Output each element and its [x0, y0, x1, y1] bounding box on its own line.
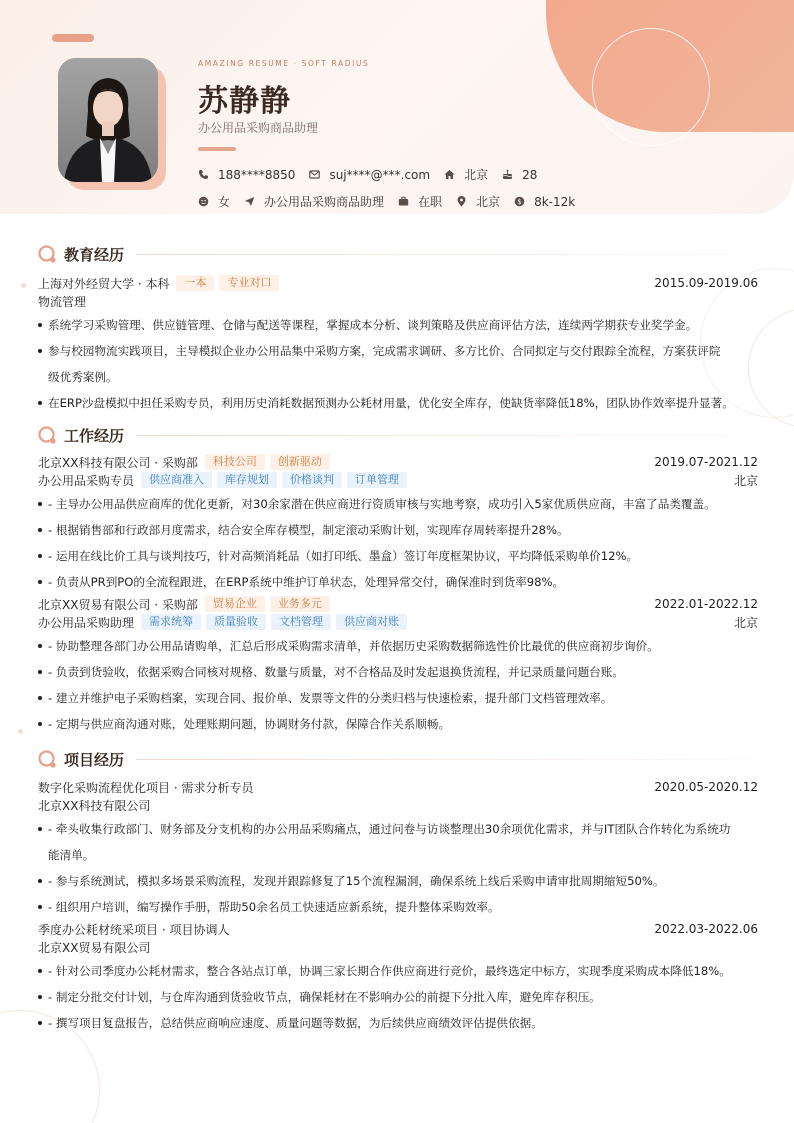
list-item: - 参与系统测试，模拟多场景采购流程，发现并跟踪修复了15个流程漏洞，确保系统上线后采购申请审批周期缩短50%。 [38, 868, 758, 894]
list-item: 在ERP沙盘模拟中担任采购专员，利用历史消耗数据预测办公耗材用量，优化安全库存，使缺货率降低18%，团队协作效率提升显著。 [38, 390, 758, 416]
contact-row [198, 166, 551, 183]
status-text: 在职 [418, 195, 443, 209]
info-phone [198, 168, 295, 182]
project-org: 北京XX贸易有限公司 [38, 940, 151, 955]
tag: 需求统筹 [141, 614, 201, 630]
section-divider [136, 435, 758, 436]
mail-icon [309, 169, 320, 180]
list-item: - 建立并维护电子采购档案，实现合同、报价单、发票等文件的分类归档与快速检索，提升部门文档管理效率。 [38, 685, 758, 711]
tag: 业务多元 [270, 596, 330, 612]
job-date: 2019.07-2021.12 [654, 455, 758, 469]
education-entry-header [38, 274, 758, 292]
list-item: - 负责从PR到PO的全流程跟进，在ERP系统中维护订单状态，处理异常交付，确保准时到货率98%。 [38, 569, 758, 595]
list-item [38, 338, 758, 390]
section-title: 项目经历 [64, 750, 125, 769]
section-divider [136, 759, 758, 760]
decorative-dot [21, 283, 26, 288]
info-target-job [244, 193, 384, 210]
tag: 专业对口 [219, 275, 279, 291]
info-salary [514, 195, 575, 209]
list-item: - 制定分批交付计划，与仓库沟通到货验收节点，确保耗材在不影响办公的前提下分批入库，避免库存积压。 [38, 984, 758, 1010]
project-name: 数字化采购流程优化项目 · 需求分析专员 [38, 780, 254, 795]
work-section [38, 425, 758, 737]
project-bullets [38, 816, 758, 920]
info-email [309, 168, 430, 182]
list-item: - 运用在线比价工具与谈判技巧，针对高频消耗品（如打印纸、墨盒）签订年度框架协议，平均降低采购单价12%。 [38, 543, 758, 569]
section-title: 工作经历 [64, 426, 125, 445]
tag: 订单管理 [347, 472, 407, 488]
svg-text:$: $ [517, 198, 522, 206]
tag: 供应商准入 [141, 472, 212, 488]
decorative-dot [18, 729, 23, 734]
candidate-role: 办公用品采购商品助理 [198, 121, 319, 135]
info-city [444, 166, 488, 183]
info-location [456, 193, 500, 210]
project-date: 2020.05-2020.12 [654, 780, 758, 794]
home-icon [444, 169, 455, 180]
salary-text: 8k-12k [534, 194, 576, 209]
list-item: 系统学习采购管理、供应链管理、仓储与配送等课程，掌握成本分析、谈判策略及供应商评估方法，连续两学期获专业奖学金。 [38, 312, 758, 338]
list-item-text: 级优秀案例。 [48, 370, 118, 384]
list-item: - 定期与供应商沟通对账，处理账期问题，协调财务付款，保障合作关系顺畅。 [38, 711, 758, 737]
email-text: suj****@***.com [329, 167, 431, 182]
profile-row [198, 193, 589, 210]
cake-icon [502, 169, 513, 180]
job-bullets [38, 491, 758, 595]
list-item-text: - 牵头收集行政部门、财务部及分支机构的办公用品采购痛点，通过问卷与访谈整理出30余项优化需求，并与IT团队合作转化为系统功 [48, 822, 731, 836]
section-divider [136, 254, 758, 255]
project-bullets [38, 958, 758, 1036]
position-line [38, 471, 758, 489]
tag: 供应商对账 [336, 614, 407, 630]
location-icon [456, 196, 467, 207]
candidate-name: 苏静静 [198, 84, 291, 119]
age-text: 28 [522, 167, 538, 182]
major-line [38, 292, 758, 310]
project-header [38, 920, 758, 938]
job-header [38, 453, 758, 471]
section-header [38, 244, 758, 264]
tag: 质量验收 [206, 614, 266, 630]
job-city: 北京 [733, 615, 758, 630]
list-item: - 撰写项目复盘报告，总结供应商响应速度、质量问题等数据，为后续供应商绩效评估提供依据。 [38, 1010, 758, 1036]
job-header [38, 595, 758, 613]
info-status [398, 193, 442, 210]
job-city: 北京 [733, 473, 758, 488]
list-item-text: 参与校园物流实践项目，主导模拟企业办公用品集中采购方案，完成需求调研、多方比价、合同拟定与交付跟踪全流程，方案获评院 [48, 344, 721, 358]
phone-icon [198, 169, 209, 180]
tag: 文档管理 [271, 614, 331, 630]
section-icon [38, 426, 56, 444]
project-org-line [38, 938, 758, 956]
info-gender [198, 193, 230, 210]
list-item-text: 能清单。 [48, 848, 95, 862]
list-item: - 组织用户培训，编写操作手册，帮助50余名员工快速适应新系统，提升整体采购效率。 [38, 894, 758, 920]
resume-header [0, 0, 794, 214]
tag: 一本 [176, 275, 214, 291]
position: 办公用品采购助理 [38, 615, 135, 630]
section-title: 教育经历 [64, 245, 125, 264]
tag: 贸易企业 [205, 596, 265, 612]
project-date: 2022.03-2022.06 [654, 922, 758, 936]
list-item [38, 816, 758, 868]
target-job-text: 办公用品采购商品助理 [264, 195, 385, 209]
gender-icon [198, 196, 209, 207]
education-section [38, 244, 758, 416]
city-text: 北京 [464, 168, 489, 182]
tag: 价格谈判 [282, 472, 342, 488]
salary-icon [514, 196, 525, 207]
job-bullets [38, 633, 758, 737]
tag: 科技公司 [205, 454, 265, 470]
send-icon [244, 196, 255, 207]
company-name: 北京XX科技有限公司 · 采购部 [38, 455, 198, 470]
phone-text: 188****8850 [218, 167, 296, 182]
location-text: 北京 [476, 195, 501, 209]
major: 物流管理 [38, 294, 87, 309]
section-icon [38, 245, 56, 263]
accent-bar [52, 34, 94, 42]
section-header [38, 425, 758, 445]
school-name: 上海对外经贸大学 · 本科 [38, 276, 170, 291]
info-age [502, 168, 537, 182]
position: 办公用品采购专员 [38, 473, 135, 488]
section-header [38, 749, 758, 769]
list-item: - 针对公司季度办公耗材需求，整合各站点订单，协调三家长期合作供应商进行竞价，最终选定中标方，实现季度采购成本降低18%。 [38, 958, 758, 984]
resume-tagline: AMAZING RESUME · SOFT RADIUS [198, 59, 370, 68]
list-item: - 负责到货验收，依据采购合同核对规格、数量与质量，对不合格品及时发起退换货流程，并记录质量问题台账。 [38, 659, 758, 685]
company-name: 北京XX贸易有限公司 · 采购部 [38, 597, 198, 612]
project-name: 季度办公耗材统采项目 · 项目协调人 [38, 922, 230, 937]
accent-bar [198, 147, 236, 151]
education-bullets [38, 312, 758, 416]
list-item: - 协助整理各部门办公用品请购单，汇总后形成采购需求清单，并依据历史采购数据筛选性价比最优的供应商初步询价。 [38, 633, 758, 659]
list-item: - 根据销售部和行政部月度需求，结合安全库存模型，制定滚动采购计划，实现库存周转率提升28%。 [38, 517, 758, 543]
briefcase-icon [398, 196, 409, 207]
section-icon [38, 750, 56, 768]
tag: 库存规划 [217, 472, 277, 488]
projects-section [38, 749, 758, 1036]
project-org-line [38, 796, 758, 814]
profile-photo [58, 58, 158, 182]
job-date: 2022.01-2022.12 [654, 597, 758, 611]
list-item: - 主导办公用品供应商库的优化更新，对30余家潜在供应商进行资质审核与实地考察，成功引入5家优质供应商，丰富了品类覆盖。 [38, 491, 758, 517]
education-date: 2015.09-2019.06 [654, 276, 758, 290]
position-line [38, 613, 758, 631]
decorative-ring [592, 28, 710, 146]
project-header [38, 778, 758, 796]
tag: 创新驱动 [270, 454, 330, 470]
gender-text: 女 [218, 195, 231, 209]
project-org: 北京XX科技有限公司 [38, 798, 151, 813]
